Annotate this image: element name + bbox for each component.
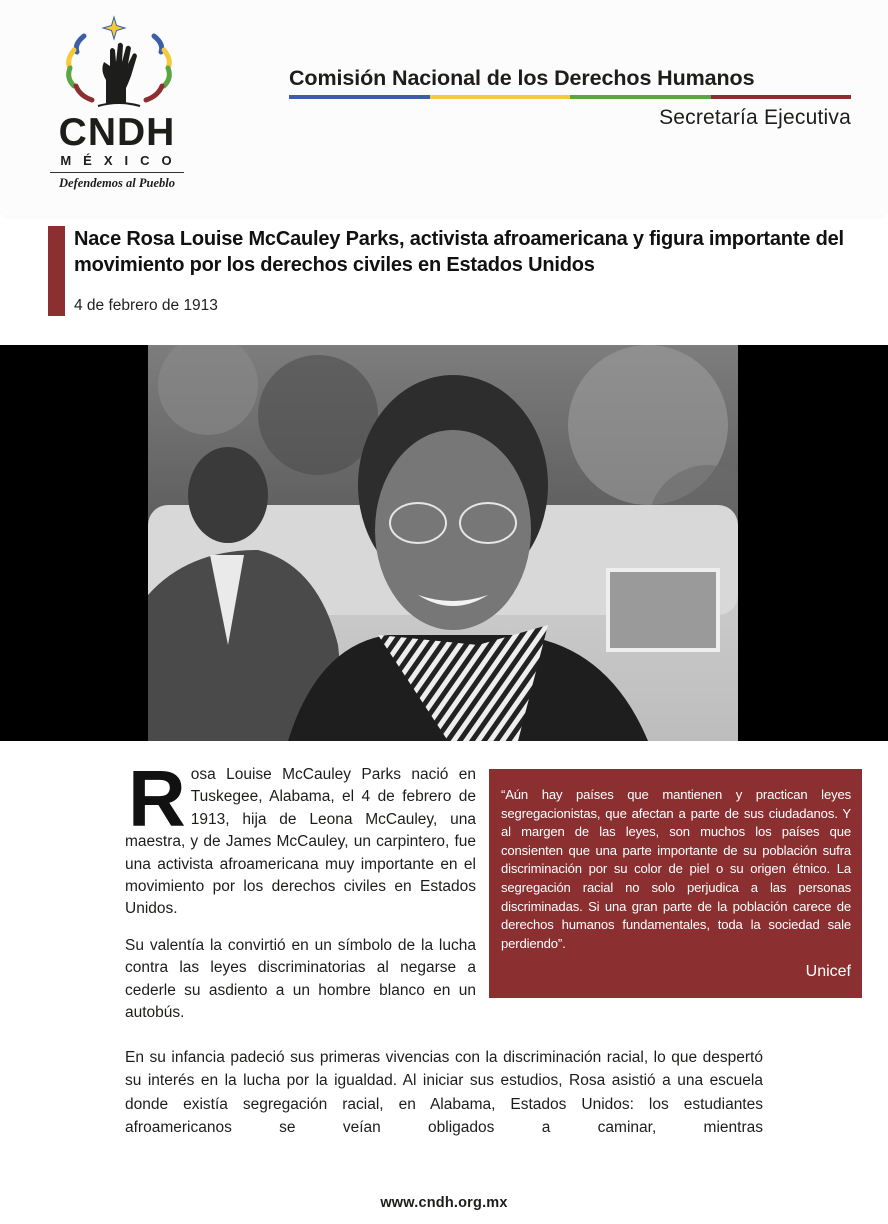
page-header [0,0,888,216]
intro-paragraph [125,754,476,921]
article-date: 4 de febrero de 1913 [74,297,218,314]
rule-green [570,95,711,99]
article-title: Nace Rosa Louise McCauley Parks, activista afroamericana y figura importante del movimiento por los derechos civiles en Estados Unidos [74,228,844,276]
body-paragraph: En su infancia padeció sus primeras vivencias con la discriminación racial, lo que despertó su interés en la lucha por la igualdad. Al iniciar sus estudios, Rosa asistió a una escuela donde existía segregación racial, en Alabama, Estados Unidos: los estudiantes afroamericanos se veían obligados a caminar, mientras [125,1049,763,1136]
raised-hand-laurel-star-icon [44,14,194,114]
org-heading [289,66,851,130]
logo-divider [50,172,184,173]
quote-text: “Aún hay países que mantienen y practican leyes segregacionistas, que afectan a parte de sus ciudadanos. Y al margen de las leyes, son muchos los países que consienten que una parte importante de su población sufra discriminación por su color de piel o su origen étnico. La segregación racial no solo perjudica a las personas discriminadas. Si una gran parte de la población carece de derechos humanos fundamentales, toda la sociedad sale perdiendo”. [501,787,851,951]
photo-placeholder-icon [148,345,738,741]
drop-cap: R [128,754,186,843]
logo-acronym: CNDH [58,111,176,154]
footer-website-link[interactable]: www.cndh.org.mx [380,1195,508,1211]
second-paragraph: Su valentía la convirtió en un símbolo de la lucha contra las leyes discriminatorias al negarse a cederle su asdiento a un hombre blanco en un autobús. [125,936,476,1022]
rule-blue [289,95,430,99]
accent-bar [48,226,65,316]
article-heading [48,226,848,316]
quote-source: Unicef [805,963,851,981]
rule-yellow [430,95,571,99]
color-rule [289,95,851,99]
quote-box [489,769,862,998]
logo-motto: Defendemos al Pueblo [59,176,175,190]
photo-band [0,345,888,741]
org-name: Comisión Nacional de los Derechos Humanos [289,66,755,90]
rosa-parks-photo [148,345,738,741]
article-intro-column [125,754,476,1038]
org-subtitle: Secretaría Ejecutiva [659,106,851,129]
intro-text: osa Louise McCauley Parks nació en Tuskegee, Alabama, el 4 de febrero de 1913, hija de Leona McCauley, una maestra, y de James McCauley, un carpintero, fue una activista afroamericana muy importante en el movimiento por los derechos civiles en Estados Unidos. [125,766,476,918]
logo-wordmark [48,113,186,191]
logo-country: MÉXICO [60,153,184,168]
rule-red [711,95,852,99]
